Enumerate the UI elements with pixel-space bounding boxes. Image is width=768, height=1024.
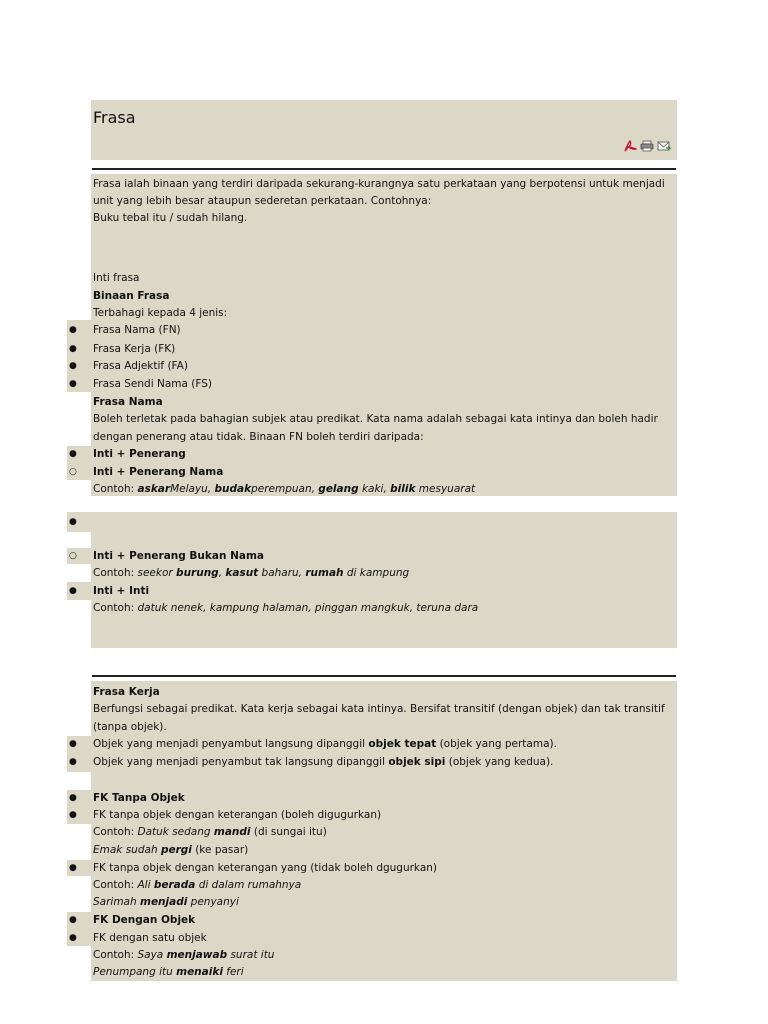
section-2-panel (91, 512, 677, 648)
header-panel (91, 100, 677, 160)
list-item: Inti + Inti (93, 585, 150, 597)
bullet-dot: ● (69, 757, 77, 767)
bullet-dot: ● (69, 810, 77, 820)
fk-desc-2: (tanpa objek). (93, 721, 167, 733)
contoh-line: Contoh: seekor burung, kasut baharu, rumah di kampung (93, 567, 410, 579)
intro-line-1: Frasa ialah binaan yang terdiri daripada sekurang-kurangnya satu perkataan yang berpotensi untuk menjadi (93, 178, 665, 190)
list-item: FK Dengan Objek (93, 914, 196, 926)
list-item: Inti + Penerang (93, 448, 186, 460)
fn-desc-2: dengan penerang atau tidak. Binaan FN boleh terdiri daripada: (93, 431, 424, 443)
contoh-line: Emak sudah pergi (ke pasar) (93, 844, 249, 856)
contoh-line: Penumpang itu menaiki feri (93, 966, 244, 978)
list-item: Frasa Kerja (FK) (93, 343, 176, 355)
bullet-dot: ● (69, 517, 77, 527)
list-item: Objek yang menjadi penyambut tak langsung dipanggil objek sipi (objek yang kedua). (93, 756, 554, 768)
divider-middle (92, 675, 676, 677)
bullet-dot: ● (69, 739, 77, 749)
frasa-kerja-heading: Frasa Kerja (93, 686, 160, 698)
intro-line-2: unit yang lebih besar ataupun sederetan perkataan. Contohnya: (93, 195, 432, 207)
list-item: Inti + Penerang Bukan Nama (93, 550, 265, 562)
bullet-dot: ● (69, 863, 77, 873)
bullet-dot: ● (69, 933, 77, 943)
list-item: FK tanpa objek dengan keterangan (boleh digugurkan) (93, 809, 382, 821)
contoh-line: Sarimah menjadi penyanyi (93, 896, 239, 908)
list-item: Frasa Adjektif (FA) (93, 360, 188, 372)
bullet-circle: ○ (69, 467, 77, 477)
contoh-line: Contoh: datuk nenek, kampung halaman, pinggan mangkuk, teruna dara (93, 602, 479, 614)
fn-desc-1: Boleh terletak pada bahagian subjek atau predikat. Kata nama adalah sebagai kata intinya dan boleh hadir (93, 413, 658, 425)
bullet-dot: ● (69, 793, 77, 803)
list-item: Frasa Nama (FN) (93, 324, 181, 336)
list-item: FK tanpa objek dengan keterangan yang (tidak boleh dgugurkan) (93, 862, 438, 874)
fk-desc-1: Berfungsi sebagai predikat. Kata kerja sebagai kata intinya. Bersifat transitif (dengan objek) dan tak transitif (93, 703, 665, 715)
divider-top (92, 168, 676, 170)
bullet-circle: ○ (69, 551, 77, 561)
contoh-line: Contoh: Ali berada di dalam rumahnya (93, 879, 302, 891)
bullet-dot: ● (69, 361, 77, 371)
list-item: FK Tanpa Objek (93, 792, 185, 804)
list-item: FK dengan satu objek (93, 932, 207, 944)
bullet-dot: ● (69, 449, 77, 459)
example-sentence: Buku tebal itu / sudah hilang. (93, 212, 248, 224)
bullet-dot: ● (69, 379, 77, 389)
inti-frasa-label: Inti frasa (93, 272, 140, 284)
contoh-line: Contoh: Saya menjawab surat itu (93, 949, 275, 961)
print-icon[interactable] (640, 140, 654, 152)
list-item: Frasa Sendi Nama (FS) (93, 378, 212, 390)
toolbar-icons (623, 140, 671, 152)
bullet-dot: ● (69, 325, 77, 335)
contoh-line: Contoh: askarMelayu, budakperempuan, gelang kaki, bilik mesyuarat (93, 483, 476, 495)
bullet-dot: ● (69, 344, 77, 354)
list-item: Objek yang menjadi penyambut langsung dipanggil objek tepat (objek yang pertama). (93, 738, 557, 750)
contoh-line: Contoh: Datuk sedang mandi (di sungai itu) (93, 826, 327, 838)
page-title: Frasa (93, 108, 136, 127)
list-item: Inti + Penerang Nama (93, 466, 224, 478)
bullet-dot: ● (69, 586, 77, 596)
binaan-heading: Binaan Frasa (93, 290, 170, 302)
bullet-dot: ● (69, 915, 77, 925)
terbahagi-text: Terbahagi kepada 4 jenis: (93, 307, 228, 319)
pdf-icon[interactable] (623, 140, 637, 152)
email-icon[interactable] (657, 140, 671, 152)
frasa-nama-heading: Frasa Nama (93, 396, 163, 408)
